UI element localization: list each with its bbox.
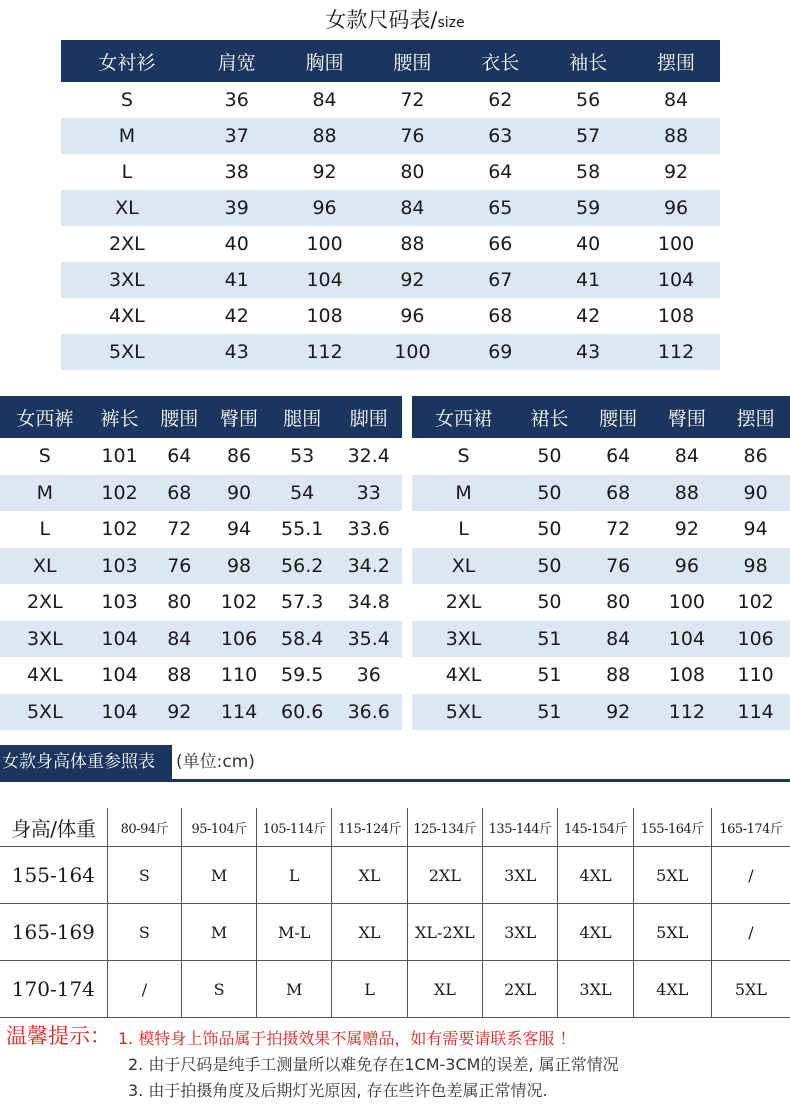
measure-cell: 56.2 — [269, 548, 336, 585]
tip-line-1: 1. 模特身上饰品属于拍摄效果不属赠品，如有需要请联系客服 ！ — [118, 1029, 576, 1048]
measure-cell: 57.3 — [281, 591, 324, 614]
column-header: 腰围 — [369, 40, 457, 82]
column-header: 衣长 — [456, 40, 544, 82]
size-cell: 2XL — [109, 233, 145, 255]
size-cell: 4XL — [26, 664, 63, 687]
size-cell: M — [0, 475, 90, 512]
size-cell: 3XL — [483, 904, 558, 961]
measure-cell: 76 — [584, 548, 653, 585]
column-header: 脚围 — [335, 396, 402, 438]
height-weight-table — [0, 808, 790, 1018]
measure-cell: 43 — [193, 334, 281, 370]
measure-cell: 34.8 — [347, 591, 390, 614]
measure-cell: 72 — [167, 518, 192, 541]
measure-cell: 94 — [226, 518, 252, 541]
measure-cell: 88 — [653, 475, 722, 512]
measure-cell: 102 — [90, 475, 150, 512]
measure-cell: 64 — [488, 161, 513, 183]
corner-cell: 身高/体重 — [0, 808, 107, 847]
column-header: 裤长 — [90, 396, 150, 438]
size-cell: L — [39, 518, 51, 541]
size-cell: 4XL — [109, 305, 145, 327]
size-cell: XL — [0, 548, 90, 585]
measure-cell: 106 — [721, 621, 790, 658]
weight-header: 135-144斤 — [483, 808, 558, 847]
measure-cell: 68 — [584, 475, 653, 512]
size-cell: S — [107, 847, 181, 904]
size-cell: 3XL — [412, 621, 515, 658]
measure-cell: 104 — [101, 664, 138, 687]
table-row — [61, 118, 720, 154]
column-header: 臀围 — [653, 396, 722, 438]
size-cell: 2XL — [483, 961, 558, 1018]
measure-cell: 80 — [606, 591, 631, 614]
size-cell: 5XL — [412, 694, 515, 731]
size-cell: 4XL — [558, 904, 633, 961]
measure-cell: 32.4 — [347, 445, 390, 468]
size-cell: XL — [332, 847, 407, 904]
size-cell: 3XL — [61, 262, 193, 298]
size-cell: / — [711, 904, 790, 961]
size-cell: 4XL — [445, 664, 482, 687]
measure-cell: 108 — [657, 305, 695, 327]
measure-cell: 72 — [606, 518, 631, 541]
size-cell: S — [120, 89, 133, 111]
measure-cell: 108 — [306, 305, 343, 327]
measure-cell: 106 — [209, 621, 269, 658]
table-row — [0, 904, 790, 961]
measure-cell: 64 — [606, 445, 631, 468]
column-header: 女西裤 — [0, 396, 90, 438]
measure-cell: 110 — [220, 664, 258, 687]
measure-cell: 96 — [632, 190, 720, 226]
measure-cell: 104 — [632, 262, 720, 298]
measure-cell: 84 — [312, 89, 337, 111]
measure-cell: 84 — [584, 621, 653, 658]
measure-cell: 92 — [369, 262, 457, 298]
table-row — [412, 657, 790, 694]
measure-cell: 88 — [606, 664, 631, 687]
measure-cell: 50 — [515, 475, 584, 512]
table-row — [0, 438, 402, 475]
measure-cell: 114 — [209, 694, 269, 731]
size-cell: L — [458, 518, 469, 541]
measure-cell: 65 — [456, 190, 544, 226]
measure-cell: 76 — [149, 548, 209, 585]
table-row — [412, 548, 790, 585]
size-cell: L — [332, 961, 407, 1018]
size-cell: / — [107, 961, 181, 1018]
measure-cell: 51 — [515, 621, 584, 658]
column-header: 腰围 — [584, 396, 653, 438]
column-header: 臀围 — [209, 396, 269, 438]
table-row — [412, 511, 790, 548]
measure-cell: 96 — [653, 548, 722, 585]
measure-cell: 104 — [653, 621, 722, 658]
size-cell: XL — [332, 904, 407, 961]
size-cell: 5XL — [61, 334, 193, 370]
blouse-size-table — [61, 40, 720, 370]
tip-line-3: 3. 由于拍摄角度及后期灯光原因, 存在些许色差属正常情况. — [128, 1081, 548, 1100]
weight-header: 125-134斤 — [407, 808, 482, 847]
measure-cell: 36.6 — [335, 694, 402, 731]
table-row — [412, 438, 790, 475]
measure-cell: 72 — [400, 89, 425, 111]
measure-cell: 36 — [356, 664, 381, 687]
table-row — [412, 584, 790, 621]
measure-cell: 66 — [488, 233, 513, 255]
pants-size-table — [0, 396, 402, 730]
size-cell: M — [182, 904, 257, 961]
measure-cell: 51 — [537, 664, 562, 687]
measure-cell: 110 — [737, 664, 774, 687]
size-cell: 2XL — [445, 591, 482, 614]
size-cell: 5XL — [0, 694, 90, 731]
measure-cell: 84 — [149, 621, 209, 658]
weight-header: 165-174斤 — [711, 808, 790, 847]
measure-cell: 42 — [224, 305, 249, 327]
height-cell: 170-174 — [0, 961, 107, 1018]
table-header-row — [0, 396, 402, 438]
measure-cell: 102 — [737, 591, 774, 614]
measure-cell: 59.5 — [281, 664, 324, 687]
measure-cell: 53 — [290, 445, 315, 468]
table-row — [0, 961, 790, 1018]
column-header: 摆围 — [632, 40, 720, 82]
measure-cell: 33.6 — [347, 518, 390, 541]
measure-cell: 84 — [663, 89, 689, 111]
size-cell: 2XL — [26, 591, 63, 614]
measure-cell: 76 — [369, 118, 457, 154]
measure-cell: 112 — [632, 334, 720, 370]
reference-title: 女款身高体重参照表 — [0, 745, 172, 779]
measure-cell: 101 — [101, 445, 138, 468]
tips-title: 温馨提示： — [6, 1024, 111, 1048]
measure-cell: 54 — [269, 475, 336, 512]
measure-cell: 102 — [220, 591, 258, 614]
measure-cell: 103 — [90, 548, 150, 585]
size-cell: M-L — [257, 904, 332, 961]
weight-header: 95-104斤 — [182, 808, 257, 847]
measure-cell: 68 — [149, 475, 209, 512]
size-cell: XL — [61, 190, 193, 226]
tip-line-2: 2. 由于尺码是纯手工测量所以难免存在1CM-3CM的误差, 属正常情况 — [128, 1055, 619, 1074]
measure-cell: 92 — [149, 694, 209, 731]
table-row — [0, 847, 790, 904]
measure-cell: 40 — [224, 233, 249, 255]
measure-cell: 90 — [209, 475, 269, 512]
measure-cell: 39 — [193, 190, 281, 226]
measure-cell: 88 — [400, 233, 425, 255]
measure-cell: 104 — [281, 262, 369, 298]
measure-cell: 108 — [668, 664, 705, 687]
measure-cell: 98 — [721, 548, 790, 585]
column-header: 女衬衫 — [61, 40, 193, 82]
column-header: 袖长 — [544, 40, 632, 82]
measure-cell: 51 — [515, 694, 584, 731]
measure-cell: 56 — [576, 89, 601, 111]
measure-cell: 96 — [281, 190, 369, 226]
size-cell: XL-2XL — [407, 904, 482, 961]
measure-cell: 92 — [663, 161, 689, 183]
measure-cell: 96 — [400, 305, 425, 327]
column-header: 腿围 — [269, 396, 336, 438]
measure-cell: 84 — [674, 445, 699, 468]
weight-header: 115-124斤 — [332, 808, 407, 847]
column-header: 胸围 — [281, 40, 369, 82]
measure-cell: 100 — [657, 233, 695, 255]
measure-cell: 86 — [743, 445, 768, 468]
size-cell: L — [257, 847, 332, 904]
measure-cell: 100 — [668, 591, 705, 614]
title-sub: size — [437, 15, 465, 31]
table-row — [0, 584, 402, 621]
measure-cell: 92 — [584, 694, 653, 731]
measure-cell: 94 — [743, 518, 768, 541]
measure-cell: 40 — [576, 233, 601, 255]
measure-cell: 63 — [456, 118, 544, 154]
measure-cell: 102 — [101, 518, 138, 541]
table-row — [61, 226, 720, 262]
size-cell: 5XL — [711, 961, 790, 1018]
measure-cell: 33 — [335, 475, 402, 512]
measure-cell: 98 — [209, 548, 269, 585]
measure-cell: 37 — [193, 118, 281, 154]
weight-header: 145-154斤 — [558, 808, 633, 847]
measure-cell: 59 — [544, 190, 632, 226]
skirt-size-table — [412, 396, 790, 730]
measure-cell: 84 — [369, 190, 457, 226]
measure-cell: 80 — [167, 591, 192, 614]
measure-cell: 64 — [167, 445, 192, 468]
measure-cell: 35.4 — [335, 621, 402, 658]
table-row — [0, 475, 402, 512]
height-cell: 165-169 — [0, 904, 107, 961]
weight-header: 155-164斤 — [633, 808, 711, 847]
measure-cell: 57 — [544, 118, 632, 154]
size-cell: 2XL — [407, 847, 482, 904]
size-cell: M — [257, 961, 332, 1018]
measure-cell: 58 — [576, 161, 601, 183]
size-cell: / — [711, 847, 790, 904]
measure-cell: 34.2 — [335, 548, 402, 585]
measure-cell: 112 — [281, 334, 369, 370]
size-cell: 5XL — [633, 847, 711, 904]
measure-cell: 58.4 — [269, 621, 336, 658]
size-cell: M — [412, 475, 515, 512]
measure-cell: 68 — [488, 305, 513, 327]
measure-cell: 100 — [369, 334, 457, 370]
measure-cell: 88 — [632, 118, 720, 154]
measure-cell: 41 — [544, 262, 632, 298]
table-header-row — [0, 808, 790, 847]
measure-cell: 69 — [456, 334, 544, 370]
measure-cell: 92 — [312, 161, 337, 183]
measure-cell: 50 — [537, 518, 562, 541]
measure-cell: 36 — [224, 89, 249, 111]
measure-cell: 80 — [400, 161, 425, 183]
table-header-row — [412, 396, 790, 438]
column-header: 裙长 — [515, 396, 584, 438]
table-row — [412, 621, 790, 658]
measure-cell: 103 — [101, 591, 138, 614]
column-header: 肩宽 — [193, 40, 281, 82]
size-cell: L — [121, 161, 133, 183]
measure-cell: 88 — [281, 118, 369, 154]
measure-cell: 50 — [537, 591, 562, 614]
measure-cell: 60.6 — [269, 694, 336, 731]
size-cell: XL — [412, 548, 515, 585]
size-cell: M — [182, 847, 257, 904]
column-header: 摆围 — [721, 396, 790, 438]
table-row — [61, 82, 720, 118]
size-cell: M — [61, 118, 193, 154]
table-row — [61, 154, 720, 190]
measure-cell: 67 — [456, 262, 544, 298]
measure-cell: 50 — [515, 548, 584, 585]
size-cell: XL — [407, 961, 482, 1018]
table-row — [61, 262, 720, 298]
measure-cell: 62 — [488, 89, 513, 111]
measure-cell: 38 — [224, 161, 249, 183]
title-main: 女款尺码表/ — [325, 8, 438, 32]
measure-cell: 90 — [721, 475, 790, 512]
measure-cell: 92 — [674, 518, 699, 541]
weight-header: 80-94斤 — [107, 808, 181, 847]
chart-title — [0, 4, 790, 34]
table-row — [0, 511, 402, 548]
table-row — [61, 334, 720, 370]
measure-cell: 88 — [167, 664, 192, 687]
weight-header: 105-114斤 — [257, 808, 332, 847]
reference-header — [0, 745, 790, 782]
table-row — [412, 475, 790, 512]
size-cell: 4XL — [558, 847, 633, 904]
reference-unit: (单位:cm) — [176, 752, 255, 772]
measure-cell: 112 — [653, 694, 722, 731]
measure-cell: 104 — [90, 621, 150, 658]
size-cell: S — [457, 445, 470, 468]
size-cell: S — [38, 445, 51, 468]
table-row — [0, 548, 402, 585]
height-cell: 155-164 — [0, 847, 107, 904]
size-cell: 5XL — [633, 904, 711, 961]
table-row — [61, 298, 720, 334]
measure-cell: 41 — [193, 262, 281, 298]
measure-cell: 100 — [306, 233, 343, 255]
column-header: 腰围 — [149, 396, 209, 438]
measure-cell: 43 — [544, 334, 632, 370]
size-cell: 3XL — [0, 621, 90, 658]
table-row — [412, 694, 790, 731]
size-cell: S — [182, 961, 257, 1018]
size-cell: 3XL — [558, 961, 633, 1018]
table-row — [0, 657, 402, 694]
table-row — [61, 190, 720, 226]
table-row — [0, 621, 402, 658]
measure-cell: 50 — [537, 445, 562, 468]
size-cell: S — [107, 904, 181, 961]
measure-cell: 55.1 — [281, 518, 324, 541]
size-cell: 4XL — [633, 961, 711, 1018]
table-row — [0, 694, 402, 731]
measure-cell: 42 — [576, 305, 601, 327]
measure-cell: 86 — [226, 445, 252, 468]
measure-cell: 104 — [90, 694, 150, 731]
size-cell: 3XL — [483, 847, 558, 904]
column-header: 女西裙 — [412, 396, 515, 438]
measure-cell: 114 — [721, 694, 790, 731]
table-header-row — [61, 40, 720, 82]
